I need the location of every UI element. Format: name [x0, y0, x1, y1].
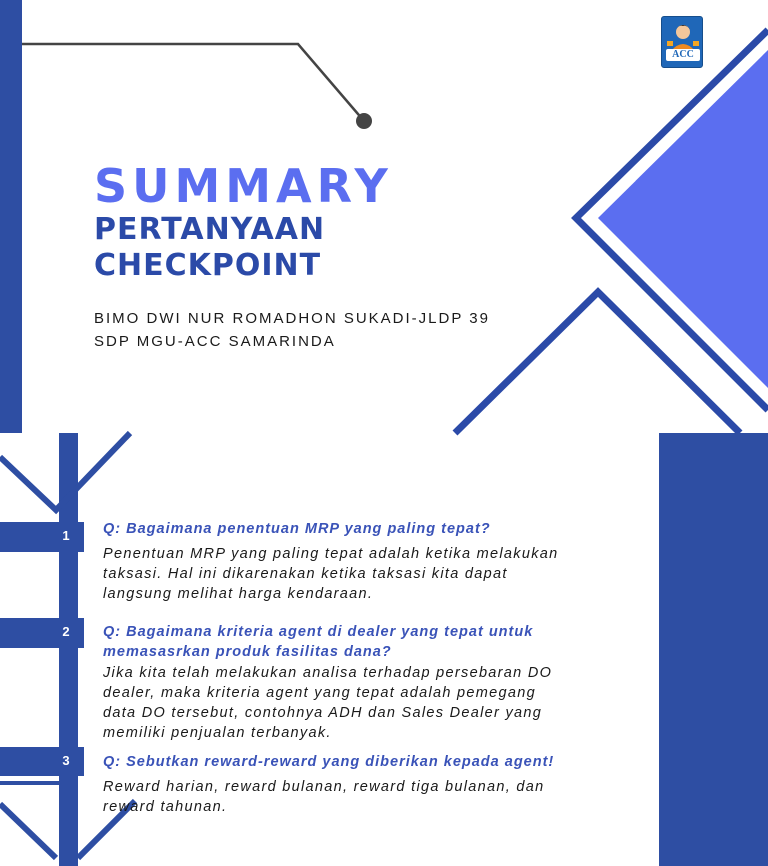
answer-2-line-1: Jika kita telah melakukan analisa terhadap persebaran DO	[103, 665, 553, 681]
question-1: Q: Bagaimana penentuan MRP yang paling tepat?	[103, 521, 491, 537]
right-edge-bar	[659, 433, 768, 866]
left-edge-bar	[0, 0, 22, 433]
title-summary: SUMMARY	[94, 159, 393, 213]
acc-logo	[661, 16, 703, 68]
connector-line	[22, 44, 364, 121]
answer-2-line-2: dealer, maka kriteria agent yang tepat adalah pemegang	[103, 685, 536, 701]
item-number-3: 3	[62, 753, 70, 768]
question-2-line-2: memasasrkan produk fasilitas dana?	[103, 644, 392, 660]
author-name: BIMO DWI NUR ROMADHON SUKADI-JLDP 39	[94, 310, 490, 327]
title-checkpoint: CHECKPOINT	[94, 248, 322, 283]
answer-1-line-3: langsung melihat harga kendaraan.	[103, 586, 374, 602]
connector-dot	[356, 113, 372, 129]
item-number-2: 2	[62, 624, 70, 639]
answer-3-line-1: Reward harian, reward bulanan, reward tiga bulanan, dan	[103, 779, 545, 795]
title-pertanyaan: PERTANYAAN	[94, 212, 326, 247]
large-triangle	[598, 50, 768, 388]
answer-1-line-2: taksasi. Hal ini dikarenakan ketika taksasi kita dapat	[103, 566, 508, 582]
answer-2-line-4: memiliki penjualan terbanyak.	[103, 725, 332, 741]
item-number-1: 1	[62, 528, 70, 543]
author-unit: SDP MGU-ACC SAMARINDA	[94, 333, 336, 350]
logo-label: ACC	[666, 49, 700, 61]
answer-2-line-3: data DO tersebut, contohnya ADH dan Sales Dealer yang	[103, 705, 543, 721]
answer-3-line-2: reward tahunan.	[103, 799, 228, 815]
answer-1-line-1: Penentuan MRP yang paling tepat adalah ketika melakukan	[103, 546, 559, 562]
bottom-cross-left	[0, 804, 56, 858]
question-3: Q: Sebutkan reward-reward yang diberikan kepada agent!	[103, 754, 555, 770]
question-2-line-1: Q: Bagaimana kriteria agent di dealer yang tepat untuk	[103, 624, 534, 640]
